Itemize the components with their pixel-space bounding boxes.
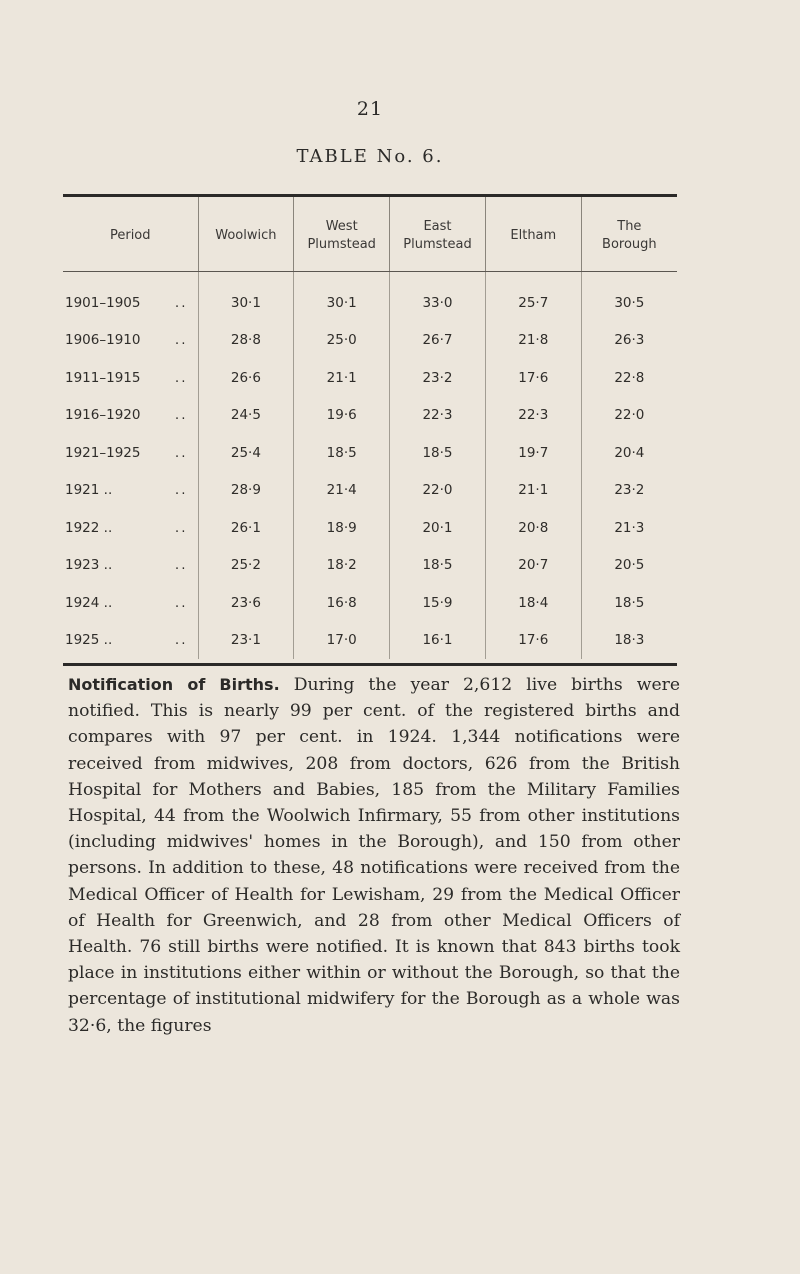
row-period-label: 1911–1915 <box>65 369 141 386</box>
eltham-value: 20·7 <box>485 547 581 585</box>
row-period-cell <box>63 322 198 360</box>
table-row <box>63 472 677 510</box>
row-period-cell <box>63 359 198 397</box>
woolwich-value: 28·8 <box>198 322 294 360</box>
eltham-value: 20·8 <box>485 509 581 547</box>
west-plumstead-value: 30·1 <box>294 272 390 322</box>
table-row <box>63 322 677 360</box>
header-west-plumstead-line-2: Plumstead <box>307 237 376 252</box>
birth-rate-table <box>63 194 677 666</box>
borough-value: 18·5 <box>581 584 677 622</box>
borough-value: 21·3 <box>581 509 677 547</box>
woolwich-value: 26·6 <box>198 359 294 397</box>
table-row <box>63 584 677 622</box>
borough-value: 18·3 <box>581 622 677 660</box>
table-header <box>63 197 677 272</box>
header-woolwich: Woolwich <box>198 197 294 272</box>
data-table <box>63 197 677 659</box>
west-plumstead-value: 25·0 <box>294 322 390 360</box>
row-period-cell <box>63 472 198 510</box>
leader-dots: .. <box>174 369 188 386</box>
leader-dots: .. <box>174 519 188 536</box>
leader-dots: .. <box>174 482 188 499</box>
row-period-cell <box>63 584 198 622</box>
header-borough <box>581 197 677 272</box>
table-bottom-rule <box>63 663 677 666</box>
table-row <box>63 622 677 660</box>
west-plumstead-value: 18·9 <box>294 509 390 547</box>
row-period-cell <box>63 509 198 547</box>
header-period: Period <box>63 197 198 272</box>
paragraph-text: During the year 2,612 live births were notified. This is nearly 99 per cent. of the registered births and compares with 97 per cent. in 1924. 1,344 notifications were received from midwives, 208 from doctors, 626 from the British Hospital for Mothers and Babies, 185 from the Military Families Hospital, 44 from the Woolwich Infirmary, 55 from other institutions (including midwives' homes in the Borough), and 150 from other persons. In addition to these, 48 notifications were received from the Medical Officer of Health for Lewisham, 29 from the Medical Officer of Health for Greenwich, and 28 from other Medical Officers of Health. 76 still births were notified. It is known that 843 births took place in institutions either within or without the Borough, so that the percentage of institutional midwifery for the Borough as a whole was 32·6, the figures <box>68 675 680 1036</box>
header-row <box>63 197 677 272</box>
row-period-label: 1925 .. <box>65 632 113 649</box>
woolwich-value: 23·1 <box>198 622 294 660</box>
eltham-value: 22·3 <box>485 397 581 435</box>
east-plumstead-value: 22·3 <box>390 397 486 435</box>
eltham-value: 17·6 <box>485 359 581 397</box>
row-period-cell <box>63 547 198 585</box>
west-plumstead-value: 16·8 <box>294 584 390 622</box>
woolwich-value: 23·6 <box>198 584 294 622</box>
borough-value: 22·8 <box>581 359 677 397</box>
table-body <box>63 272 677 660</box>
paragraph-heading: Notification of Births. <box>68 675 280 694</box>
row-period-label: 1924 .. <box>65 594 113 611</box>
row-period-label: 1921–1925 <box>65 444 141 461</box>
header-east-plumstead-line-1: East <box>423 219 452 234</box>
east-plumstead-value: 18·5 <box>390 547 486 585</box>
west-plumstead-value: 21·4 <box>294 472 390 510</box>
east-plumstead-value: 26·7 <box>390 322 486 360</box>
table-row <box>63 509 677 547</box>
woolwich-value: 25·2 <box>198 547 294 585</box>
borough-value: 30·5 <box>581 272 677 322</box>
west-plumstead-value: 17·0 <box>294 622 390 660</box>
row-period-cell <box>63 272 198 322</box>
table-row <box>63 359 677 397</box>
row-period-label: 1916–1920 <box>65 407 141 424</box>
borough-value: 23·2 <box>581 472 677 510</box>
leader-dots: .. <box>174 632 188 649</box>
west-plumstead-value: 19·6 <box>294 397 390 435</box>
header-east-plumstead-line-2: Plumstead <box>403 237 472 252</box>
leader-dots: .. <box>174 332 188 349</box>
eltham-value: 17·6 <box>485 622 581 660</box>
header-borough-line-1: The <box>617 219 642 234</box>
row-period-label: 1906–1910 <box>65 332 141 349</box>
header-west-plumstead <box>294 197 390 272</box>
woolwich-value: 30·1 <box>198 272 294 322</box>
woolwich-value: 28·9 <box>198 472 294 510</box>
row-period-label: 1901–1905 <box>65 294 141 311</box>
woolwich-value: 25·4 <box>198 434 294 472</box>
east-plumstead-value: 16·1 <box>390 622 486 660</box>
table-row <box>63 547 677 585</box>
east-plumstead-value: 22·0 <box>390 472 486 510</box>
west-plumstead-value: 18·2 <box>294 547 390 585</box>
west-plumstead-value: 21·1 <box>294 359 390 397</box>
leader-dots: .. <box>174 594 188 611</box>
west-plumstead-value: 18·5 <box>294 434 390 472</box>
leader-dots: .. <box>174 444 188 461</box>
notification-paragraph <box>68 672 680 1039</box>
header-west-plumstead-line-1: West <box>325 219 358 234</box>
east-plumstead-value: 15·9 <box>390 584 486 622</box>
table-row <box>63 272 677 322</box>
header-east-plumstead <box>390 197 486 272</box>
eltham-value: 21·1 <box>485 472 581 510</box>
borough-value: 20·4 <box>581 434 677 472</box>
east-plumstead-value: 18·5 <box>390 434 486 472</box>
eltham-value: 18·4 <box>485 584 581 622</box>
table-row <box>63 434 677 472</box>
row-period-cell <box>63 397 198 435</box>
table-title: TABLE No. 6. <box>296 146 444 167</box>
borough-value: 26·3 <box>581 322 677 360</box>
row-period-label: 1921 .. <box>65 482 113 499</box>
row-period-cell <box>63 622 198 660</box>
table-row <box>63 397 677 435</box>
leader-dots: .. <box>174 294 188 311</box>
east-plumstead-value: 20·1 <box>390 509 486 547</box>
woolwich-value: 26·1 <box>198 509 294 547</box>
header-eltham: Eltham <box>485 197 581 272</box>
leader-dots: .. <box>174 407 188 424</box>
borough-value: 20·5 <box>581 547 677 585</box>
row-period-label: 1922 .. <box>65 519 113 536</box>
eltham-value: 25·7 <box>485 272 581 322</box>
east-plumstead-value: 23·2 <box>390 359 486 397</box>
leader-dots: .. <box>174 557 188 574</box>
woolwich-value: 24·5 <box>198 397 294 435</box>
header-borough-line-2: Borough <box>602 237 657 252</box>
row-period-cell <box>63 434 198 472</box>
page-number: 21 <box>356 98 384 120</box>
eltham-value: 19·7 <box>485 434 581 472</box>
east-plumstead-value: 33·0 <box>390 272 486 322</box>
eltham-value: 21·8 <box>485 322 581 360</box>
row-period-label: 1923 .. <box>65 557 113 574</box>
borough-value: 22·0 <box>581 397 677 435</box>
